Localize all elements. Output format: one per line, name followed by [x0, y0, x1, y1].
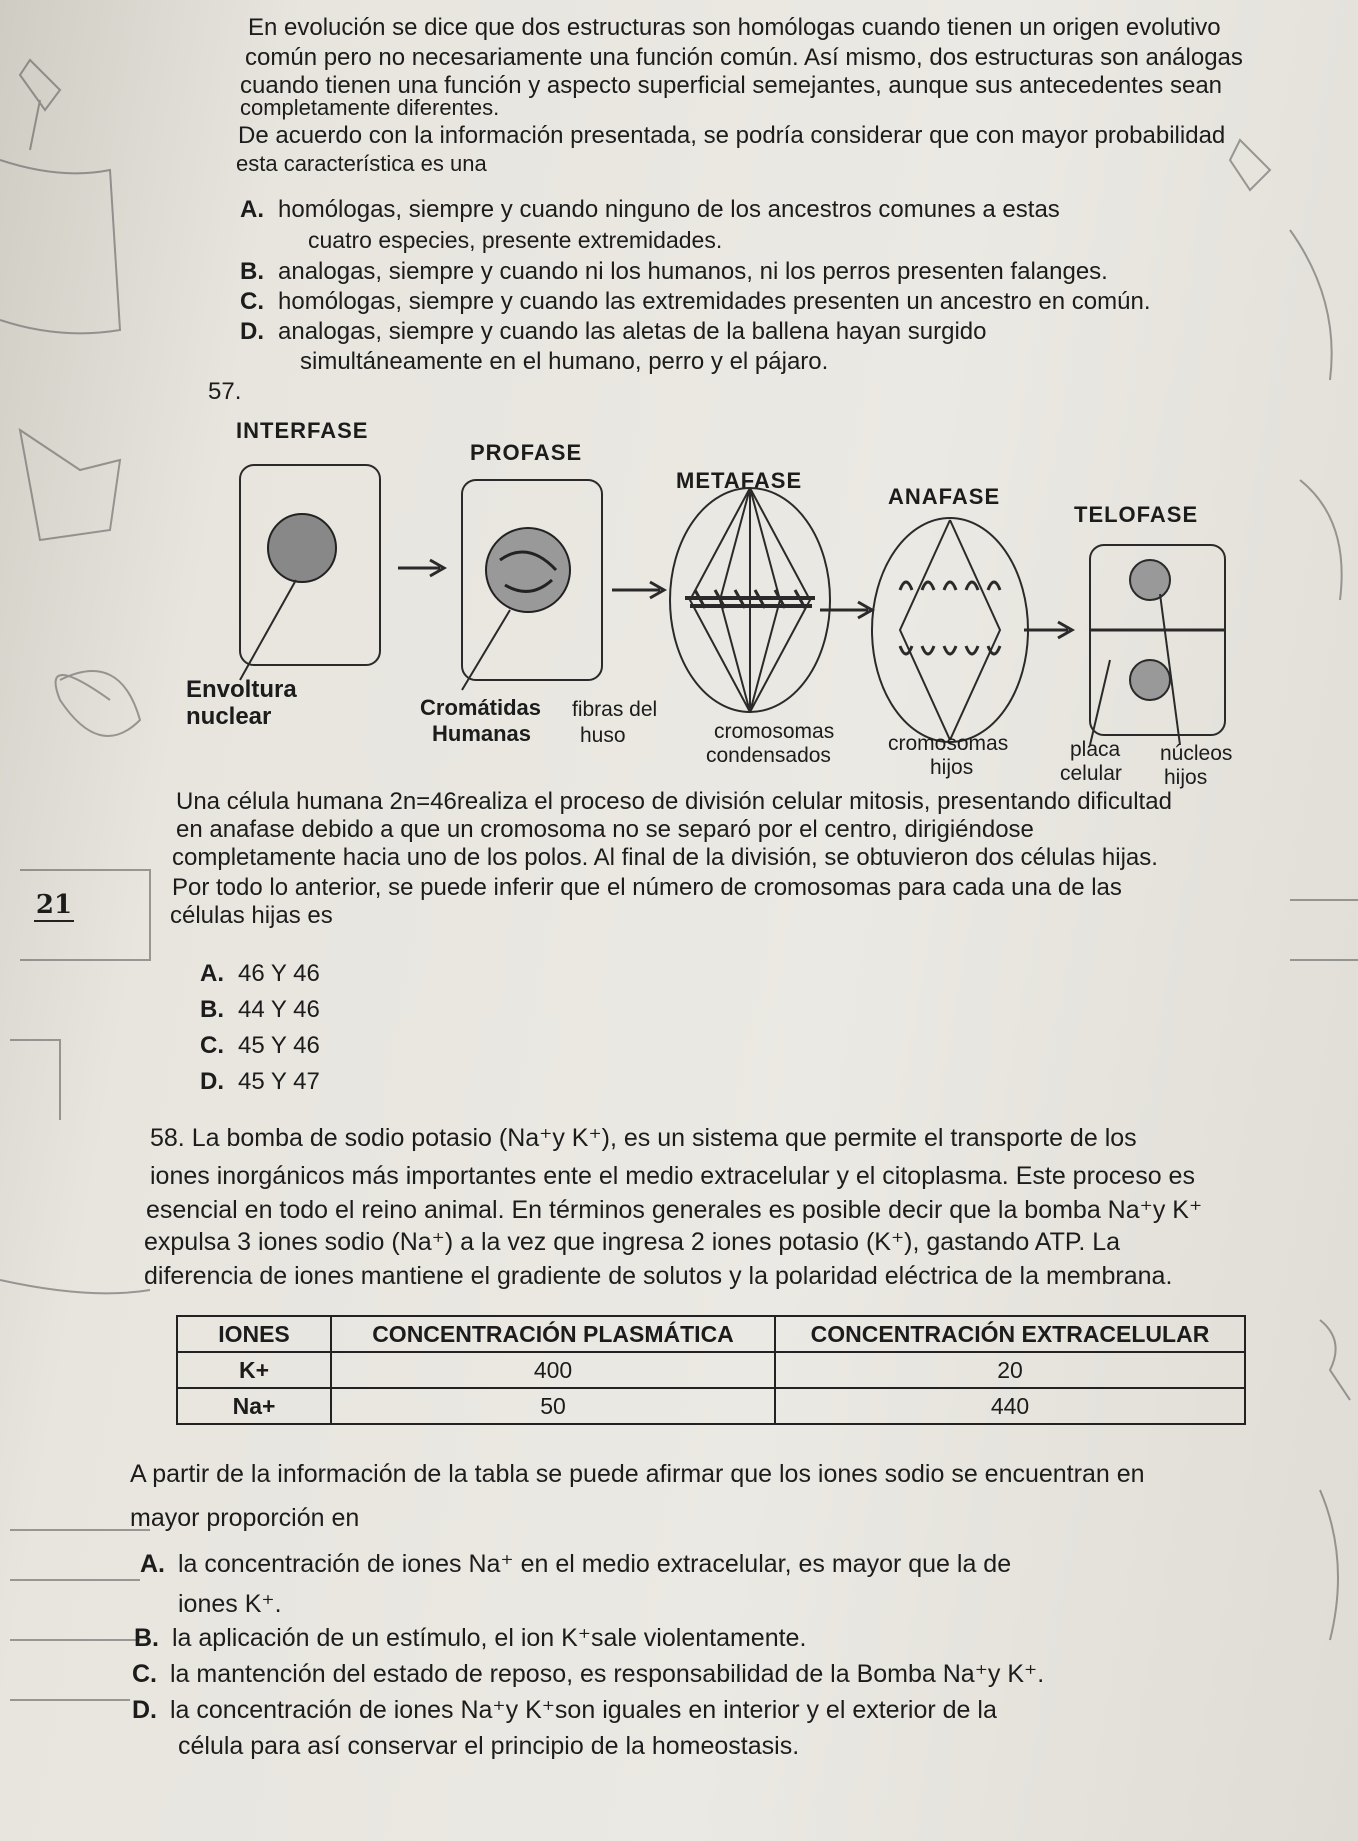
option-text: analogas, siempre y cuando las aletas de la ballena hayan surgido	[278, 318, 987, 345]
label-nucleos-2: hijos	[1164, 766, 1208, 789]
q58-stem-line-2: iones inorgánicos más importantes ente el medio extracelular y el citoplasma. Este proceso es	[150, 1162, 1195, 1190]
cell-ion: Na+	[177, 1388, 331, 1424]
q58-question-line-2: mayor proporción en	[130, 1504, 360, 1532]
q57-stem-line-2: en anafase debido a que un cromosoma no se separó por el centro, dirigiéndose	[176, 816, 1034, 843]
option-letter: C.	[200, 1032, 224, 1059]
option-letter: A.	[240, 196, 264, 223]
q56-option-d-line-2: simultáneamente en el humano, perro y el pájaro.	[300, 348, 829, 375]
anafase-cell	[872, 518, 1028, 742]
header-plasma: CONCENTRACIÓN PLASMÁTICA	[331, 1316, 775, 1352]
option-text: 45 Y 46	[238, 1032, 320, 1059]
option-letter: B.	[200, 996, 224, 1023]
q58-stem-line-4: expulsa 3 iones sodio (Na⁺) a la vez que ingresa 2 iones potasio (K⁺), gastando ATP. La	[144, 1228, 1121, 1256]
option-text: la concentración de iones Na⁺y K⁺son iguales en interior y el exterior de la	[170, 1696, 997, 1724]
label-nucleos-1: núcleos	[1160, 742, 1233, 765]
q58-option-a-line-2: iones K⁺.	[178, 1590, 282, 1618]
q57-stem-line-4: Por todo lo anterior, se puede inferir que el número de cromosomas para cada una de las	[172, 874, 1122, 901]
q58-stem-line-5: diferencia de iones mantiene el gradiente de solutos y la polaridad eléctrica de la membrana.	[144, 1262, 1173, 1290]
option-letter: D.	[240, 318, 264, 345]
table-row	[177, 1388, 1245, 1424]
label-cromatidas-2: Humanas	[432, 721, 532, 746]
option-letter: A.	[200, 960, 224, 987]
option-letter: B.	[134, 1624, 159, 1652]
option-text: la mantención del estado de reposo, es responsabilidad de la Bomba Na⁺y K⁺.	[170, 1660, 1045, 1688]
option-letter: B.	[240, 258, 264, 285]
label-placa-1: placa	[1070, 738, 1121, 761]
label-fibras-2: huso	[580, 724, 626, 747]
label-hijos-2: hijos	[930, 756, 974, 779]
intro-line-5: De acuerdo con la información presentada, se podría considerar que con mayor probabilidad	[238, 122, 1226, 149]
stage-profase: PROFASE	[470, 440, 583, 465]
option-letter: C.	[132, 1660, 157, 1688]
option-text: 46 Y 46	[238, 960, 320, 987]
option-letter: D.	[200, 1068, 224, 1095]
profase-chromatin	[486, 528, 570, 612]
q57-option-a[interactable]	[200, 960, 320, 988]
option-text: 44 Y 46	[238, 996, 320, 1023]
label-hijos-1: cromosomas	[888, 732, 1009, 755]
q58-option-d-line-2: célula para así conservar el principio de la homeostasis.	[178, 1732, 800, 1760]
option-text: 45 Y 47	[238, 1068, 320, 1095]
label-fibras-1: fibras del	[572, 698, 658, 721]
ion-concentration-table	[176, 1315, 1246, 1425]
interfase-nucleus	[268, 514, 336, 582]
telofase-nucleus-bottom	[1130, 660, 1170, 700]
intro-line-1: En evolución se dice que dos estructuras son homólogas cuando tienen un origen evolutivo	[248, 14, 1221, 41]
option-text: homólogas, siempre y cuando las extremidades presenten un ancestro en común.	[278, 288, 1151, 315]
option-letter: C.	[240, 288, 264, 315]
q58-option-b[interactable]	[134, 1624, 806, 1652]
stage-interfase: INTERFASE	[236, 418, 369, 443]
q58-option-a[interactable]	[140, 1550, 1011, 1578]
q56-option-a-line-2: cuatro especies, presente extremidades.	[308, 227, 723, 253]
q58-question-line-1: A partir de la información de la tabla se puede afirmar que los iones sodio se encuentran en	[130, 1460, 1145, 1488]
q57-option-b[interactable]	[200, 996, 320, 1024]
label-envoltura-1: Envoltura	[186, 676, 297, 703]
intro-line-6: esta característica es una	[236, 151, 487, 176]
q58-option-d[interactable]	[132, 1696, 997, 1724]
option-text: la aplicación de un estímulo, el ion K⁺sale violentamente.	[172, 1624, 807, 1652]
option-text: la concentración de iones Na⁺ en el medio extracelular, es mayor que la de	[178, 1550, 1012, 1578]
stage-telofase: TELOFASE	[1074, 502, 1199, 527]
q57-option-c[interactable]	[200, 1032, 320, 1060]
q57-stem-line-5: células hijas es	[170, 902, 333, 929]
option-text: homólogas, siempre y cuando ninguno de los ancestros comunes a estas	[278, 196, 1060, 223]
q57-stem-line-3: completamente hacia uno de los polos. Al final de la división, se obtuvieron dos células hijas.	[172, 844, 1158, 871]
stage-metafase: METAFASE	[676, 468, 803, 493]
q57-option-d[interactable]	[200, 1068, 320, 1096]
table-row	[177, 1352, 1245, 1388]
option-text: analogas, siempre y cuando ni los humanos, ni los perros presenten falanges.	[278, 258, 1108, 285]
q58-option-c[interactable]	[132, 1660, 1044, 1688]
label-placa-2: celular	[1060, 762, 1122, 785]
cell-extracellular: 20	[775, 1352, 1245, 1388]
option-letter: A.	[140, 1550, 165, 1578]
q58-stem-line-3: esencial en todo el reino animal. En términos generales es posible decir que la bomba Na⁺y K⁺	[146, 1196, 1203, 1224]
q58-stem-line-1: 58. La bomba de sodio potasio (Na⁺y K⁺), es un sistema que permite el transporte de los	[150, 1124, 1137, 1152]
label-condensados-2: condensados	[706, 744, 831, 767]
cell-extracellular: 440	[775, 1388, 1245, 1424]
question-57-number: 57.	[208, 378, 242, 405]
label-cromatidas-1: Cromátidas	[420, 695, 542, 720]
telofase-nucleus-top	[1130, 560, 1170, 600]
intro-line-3: cuando tienen una función y aspecto superficial semejantes, aunque sus antecedentes sean	[240, 72, 1223, 99]
cell-ion: K+	[177, 1352, 331, 1388]
header-ions: IONES	[177, 1316, 331, 1352]
intro-line-2: común pero no necesariamente una función común. Así mismo, dos estructuras son análogas	[245, 44, 1243, 71]
cell-plasma: 50	[331, 1388, 775, 1424]
stage-anafase: ANAFASE	[888, 484, 1001, 509]
option-letter: D.	[132, 1696, 157, 1724]
label-condensados-1: cromosomas	[714, 720, 835, 743]
header-extracellular: CONCENTRACIÓN EXTRACELULAR	[775, 1316, 1245, 1352]
label-envoltura-2: nuclear	[186, 703, 272, 730]
page-number: 21	[35, 890, 73, 920]
table-header-row	[177, 1316, 1245, 1352]
q57-stem-line-1: Una célula humana 2n=46realiza el proceso de división celular mitosis, presentando dificultad	[176, 788, 1172, 815]
cell-plasma: 400	[331, 1352, 775, 1388]
intro-line-4: completamente diferentes.	[240, 95, 500, 120]
